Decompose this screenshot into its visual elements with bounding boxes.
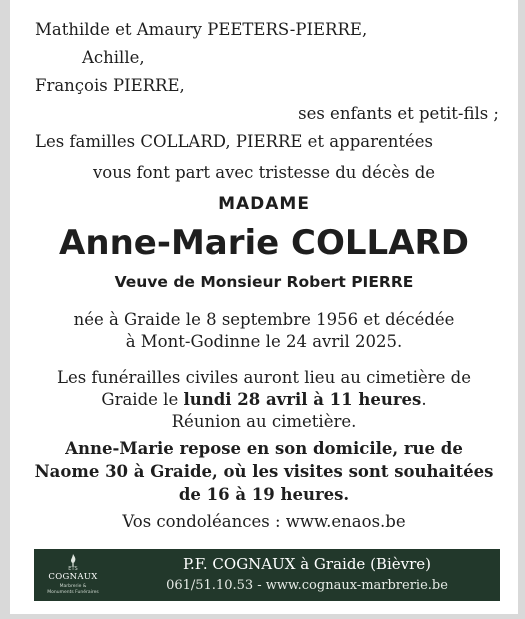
logo-sub-text-2: Monuments Funéraires: [47, 590, 99, 595]
family-line-2: Achille,: [82, 48, 145, 67]
left-border: [0, 0, 10, 619]
logo-name-text: COGNAUX: [48, 572, 98, 582]
funeral-line-2-prefix: Graide le: [101, 390, 184, 409]
flame-icon: [67, 554, 79, 566]
funeral-home-contact: 061/51.10.53 - www.cognaux-marbrerie.be: [166, 578, 448, 593]
family-line-1: Mathilde et Amaury PEETERS-PIERRE,: [35, 20, 368, 39]
birth-death-line-1: née à Graide le 8 septembre 1956 et décédée: [73, 310, 455, 329]
announcement-line: vous font part avec tristesse du décès de: [92, 163, 436, 182]
funeral-home-name: P.F. COGNAUX à Graide (Bièvre): [182, 555, 431, 573]
gathering-line: Réunion au cimetière.: [171, 412, 357, 431]
widow-line: Veuve de Monsieur Robert PIERRE: [114, 273, 414, 291]
family-line-5: Les familles COLLARD, PIERRE et apparentées: [35, 132, 434, 151]
funeral-line-1: Les funérailles civiles auront lieu au cimetière de: [57, 368, 471, 387]
funeral-line-2-suffix: .: [421, 390, 427, 409]
bottom-border: [0, 614, 525, 619]
right-border: [518, 0, 525, 619]
deceased-name: Anne-Marie COLLARD: [59, 223, 469, 263]
logo-ets-text: ETS: [68, 566, 78, 572]
funeral-home-banner: [34, 549, 500, 601]
family-line-3: François PIERRE,: [35, 76, 185, 95]
deceased-title: MADAME: [218, 194, 310, 214]
condolences-line: Vos condoléances : www.enaos.be: [122, 512, 406, 531]
funeral-date: lundi 28 avril à 11 heures: [183, 390, 422, 409]
visit-line-2: Naome 30 à Graide, où les visites sont souhaitées: [34, 462, 494, 481]
logo-sub-text-1: Marbrerie &: [59, 584, 87, 589]
visit-line-3: de 16 à 19 heures.: [178, 485, 350, 504]
visit-line-1: Anne-Marie repose en son domicile, rue de: [65, 439, 463, 458]
cognaux-logo: [34, 549, 112, 601]
funeral-line-2: [10, 389, 518, 411]
family-relation: ses enfants et petit-fils ;: [298, 104, 499, 123]
birth-death-line-2: à Mont-Godinne le 24 avril 2025.: [125, 332, 403, 351]
